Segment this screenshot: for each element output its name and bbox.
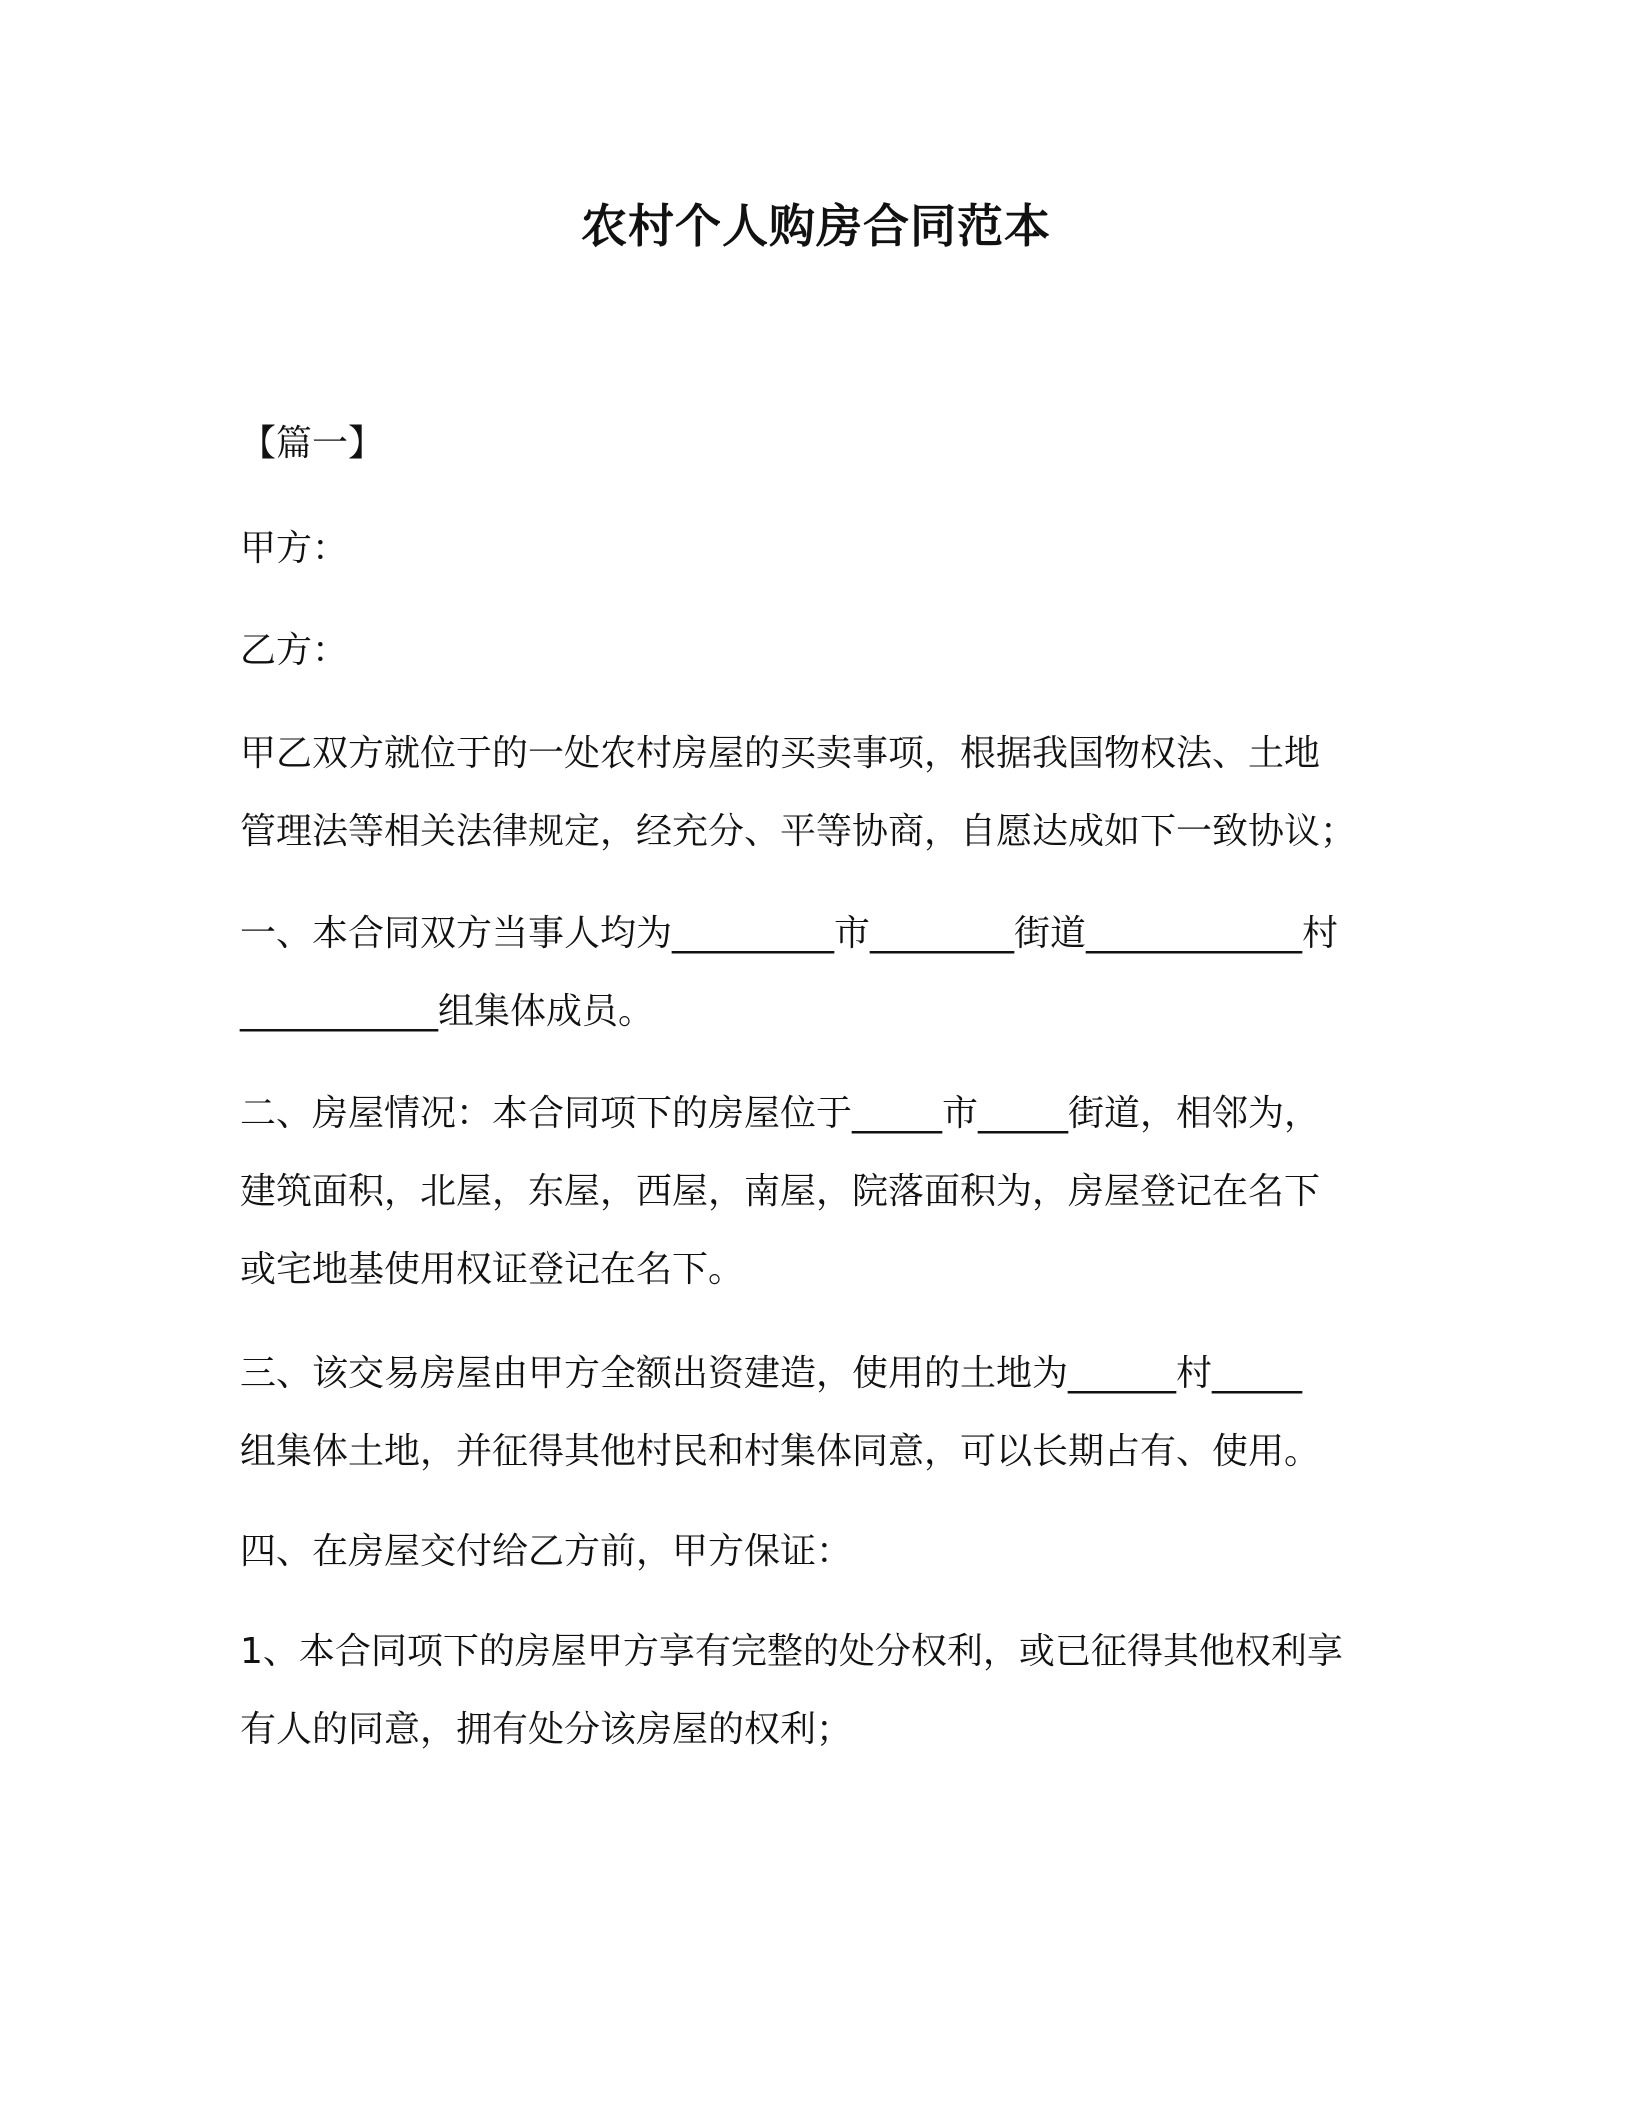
clause-3-paragraph [240, 1335, 1410, 1491]
preamble-line: 管理法等相关法律规定，经充分、平等协商，自愿达成如下一致协议； [240, 811, 1357, 852]
clause-3-line: 组集体土地，并征得其他村民和村集体同意，可以长期占有、使用。 [240, 1431, 1321, 1472]
clause-3-line: 三、该交易房屋由甲方全额出资建造，使用的土地为______村_____ [240, 1353, 1303, 1394]
party-b-label: 乙方： [240, 630, 349, 671]
clause-1-line: 一、本合同双方当事人均为_________市________街道____________村 [240, 913, 1339, 954]
preamble-line: 甲乙双方就位于的一处农村房屋的买卖事项，根据我国物权法、土地 [240, 733, 1321, 774]
clause-1-line: ___________组集体成员。 [240, 991, 655, 1032]
item-1-line: 1、本合同项下的房屋甲方享有完整的处分权利，或已征得其他权利享 [240, 1631, 1343, 1672]
item-1-line: 有人的同意，拥有处分该房屋的权利； [240, 1709, 853, 1750]
clause-2-line: 建筑面积，北屋，东屋，西屋，南屋，院落面积为，房屋登记在名下 [240, 1171, 1321, 1212]
item-1-paragraph [240, 1613, 1410, 1769]
party-a-label: 甲方： [240, 528, 349, 569]
preamble-paragraph [240, 715, 1410, 871]
section-heading: 【篇一】 [240, 423, 385, 464]
clause-2-line: 二、房屋情况：本合同项下的房屋位于_____市_____街道，相邻为， [240, 1093, 1321, 1134]
document-title: 农村个人购房合同范本 [581, 199, 1051, 253]
clause-1-paragraph [240, 895, 1410, 1051]
clause-4-heading: 四、在房屋交付给乙方前，甲方保证： [240, 1531, 853, 1572]
clause-2-line: 或宅地基使用权证登记在名下。 [240, 1249, 745, 1290]
clause-2-paragraph [240, 1075, 1410, 1309]
